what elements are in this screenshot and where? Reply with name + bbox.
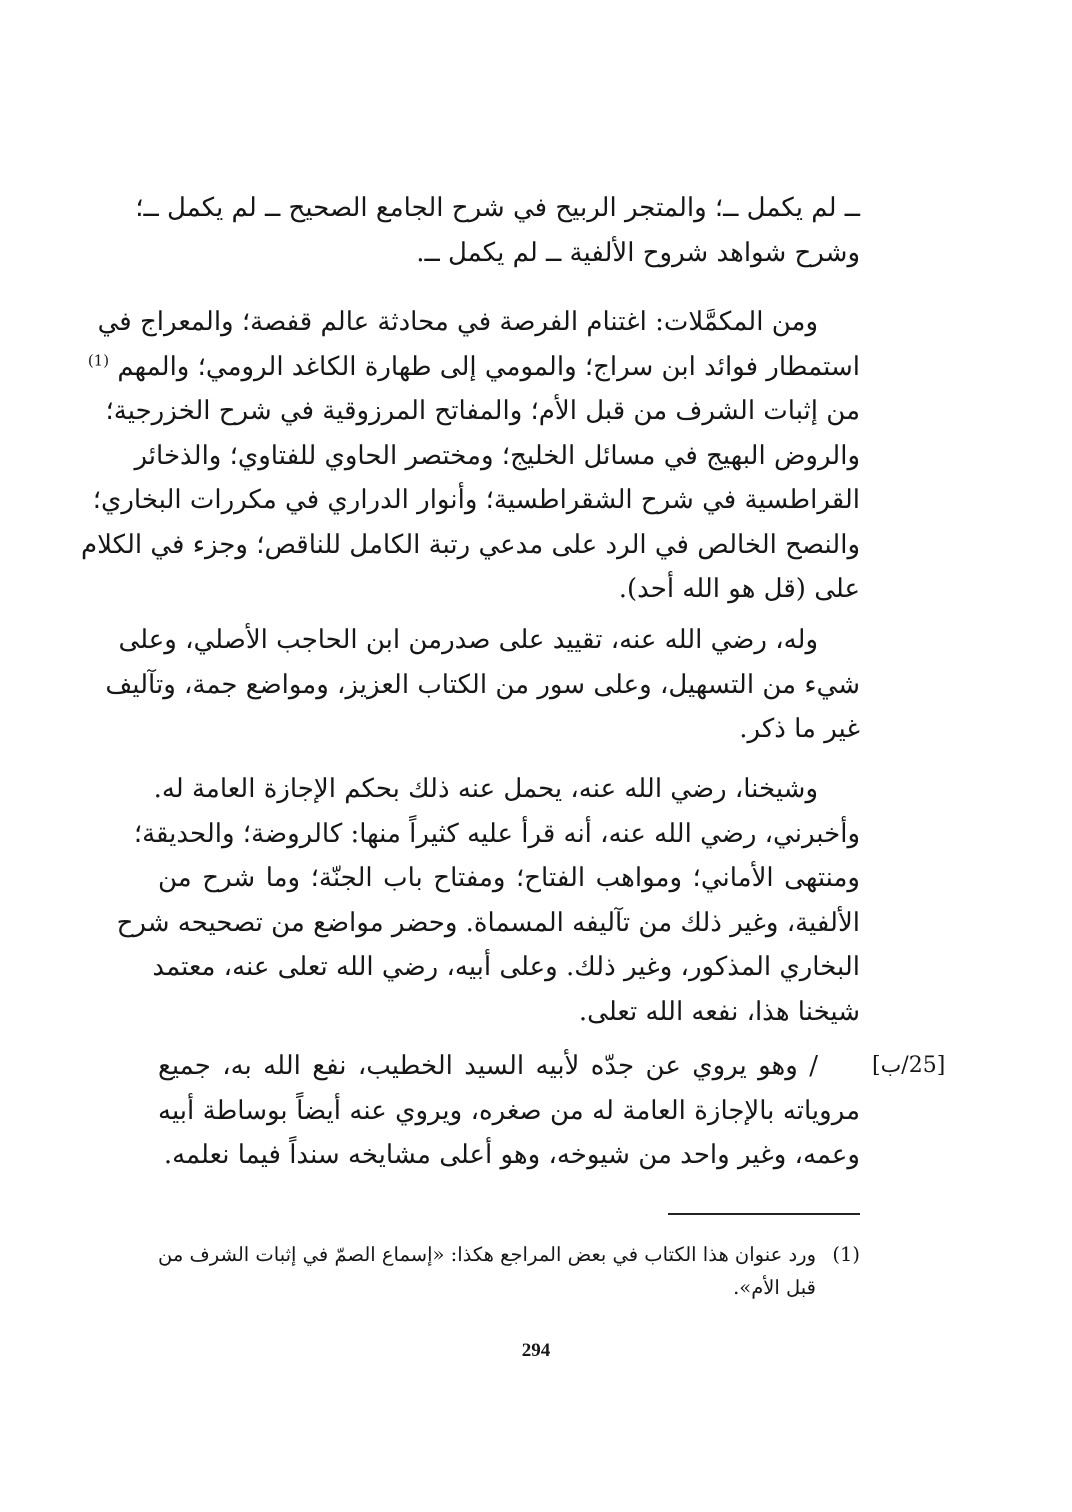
text-line: غير ما ذكر.: [739, 714, 860, 744]
text-line: ــ لم يكمل ــ؛ والمتجر الربيح في شرح الجامع الصحيح ــ لم يكمل ــ؛: [135, 193, 860, 223]
text-line: شيء من التسهيل، وعلى سور من الكتاب العزيز، ومواضع جمة، وتآليف: [105, 669, 860, 700]
text-line: وأخبرني، رضي الله عنه، أنه قرأ عليه كثيراً منها: كالروضة؛ والحديقة؛: [133, 818, 860, 849]
text-line: شيخنا هذا، نفعه الله تعلى.: [578, 996, 860, 1027]
folio-margin-marker: [25/ب]: [872, 1053, 946, 1078]
footnote-line: [158, 1238, 860, 1271]
text-line: القراطسية في شرح الشقراطسية؛ وأنوار الدراري في مكررات البخاري؛: [92, 485, 860, 515]
text-line-with-footnote: [87, 345, 860, 390]
footnote-text: ورد عنوان هذا الكتاب في بعض المراجع هكذا: «إسماع الصمّ في إثبات الشرف من: [158, 1243, 816, 1266]
paragraph-5: [158, 1044, 860, 1178]
footnote: [158, 1238, 860, 1304]
footnote-separator: [668, 1213, 860, 1215]
text-line: وله، رضي الله عنه، تقييد على صدرمن ابن الحاجب الأصلي، وعلى: [118, 625, 818, 655]
page-number: 294: [521, 1340, 551, 1361]
text-line: ومن المكمَّلات: اغتنام الفرصة في محادثة عالم قفصة؛ والمعراج في: [97, 307, 818, 337]
text-line: مروياته بالإجازة العامة له من صغره، ويروي عنه أيضاً بوساطة أبيه: [158, 1095, 860, 1126]
text-line: / وهو يروي عن جدّه لأبيه السيد الخطيب، نفع الله به، جميع: [158, 1051, 818, 1081]
text-line: على (قل هو الله أحد).: [618, 574, 860, 604]
text-line: من إثبات الشرف من قبل الأم؛ والمفاتح المرزوقية في شرح الخزرجية؛: [105, 396, 860, 426]
text-line: البخاري المذكور، وغير ذلك. وعلى أبيه، رضي الله تعلى عنه، معتمد: [152, 952, 860, 982]
paragraph-4: [116, 767, 860, 1034]
text-line-content: استمطار فوائد ابن سراج؛ والمومي إلى طهارة الكاغد الرومي؛ والمهم: [117, 351, 860, 382]
text-line: الألفية، وغير ذلك من تآليفه المسماة. وحضر مواضع من تصحيحه شرح: [116, 907, 860, 938]
paragraph-3: [105, 618, 860, 752]
footnote-reference: (1): [87, 350, 110, 369]
text-line: والروض البهيج في مسائل الخليج؛ ومختصر الحاوي للفتاوي؛ والذخائر: [134, 440, 860, 471]
text-line: وشيخنا، رضي الله عنه، يحمل عنه ذلك بحكم الإجازة العامة له.: [153, 774, 818, 804]
footnote-line: قبل الأم».: [733, 1276, 816, 1299]
paragraph-1: [135, 186, 860, 275]
footnote-number: (1): [832, 1243, 860, 1266]
text-line: وشرح شواهد شروح الألفية ــ لم يكمل ــ.: [416, 237, 860, 268]
text-line: والنصح الخالص في الرد على مدعي رتبة الكامل للناقص؛ وجزء في الكلام: [80, 529, 860, 560]
text-line: وعمه، وغير واحد من شيوخه، وهو أعلى مشايخه سنداً فيما نعلمه.: [163, 1140, 860, 1170]
paragraph-2: [80, 300, 860, 612]
text-line: ومنتهى الأماني؛ ومواهب الفتاح؛ ومفتاح باب الجنّة؛ وما شرح من: [158, 863, 860, 893]
